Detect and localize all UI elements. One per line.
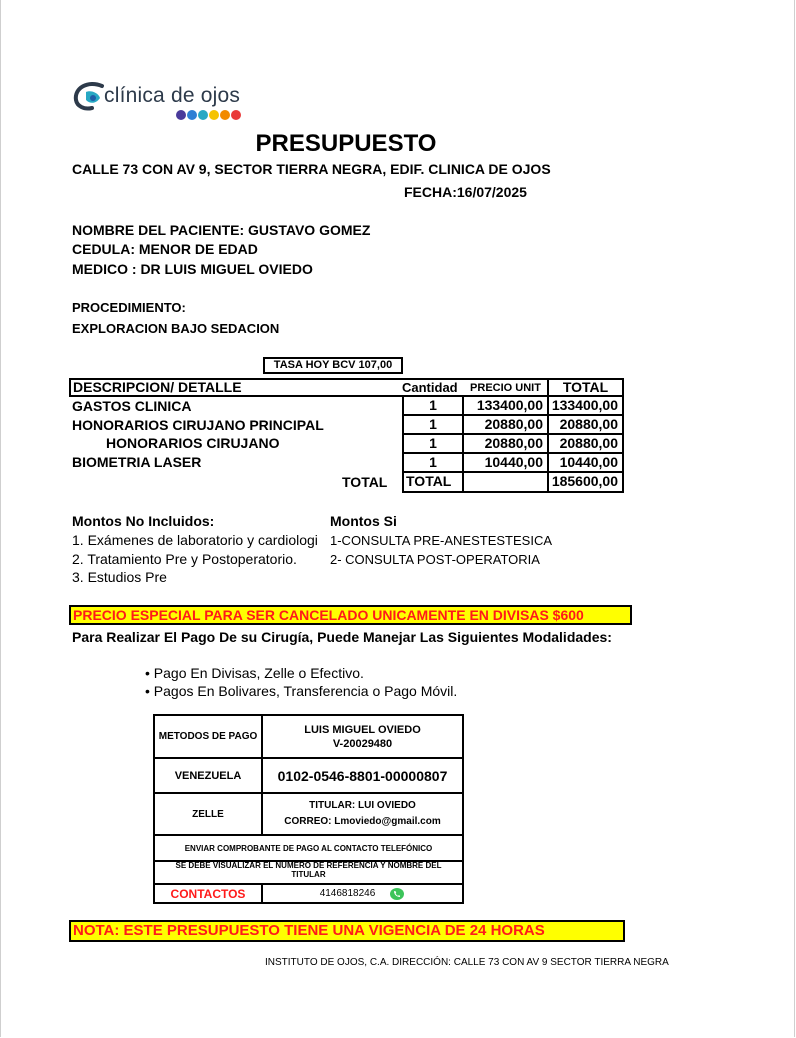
- reference-note: SE DEBE VISUALIZAR EL NUMERO DE REFERENCIA Y NOMBRE DEL TITULAR: [175, 861, 442, 879]
- send-receipt-cell: [153, 834, 464, 862]
- procedure-value: EXPLORACION BAJO SEDACION: [72, 321, 280, 336]
- total-label: TOTAL: [342, 474, 388, 490]
- row-qty: 1: [402, 416, 464, 435]
- row-qty: 1: [402, 454, 464, 473]
- zelle-email[interactable]: CORREO: Lmoviedo@gmail.com: [284, 816, 441, 827]
- logo-dot: [220, 110, 230, 120]
- contact-phone-cell: [261, 883, 464, 904]
- row-qty: 1: [402, 435, 464, 454]
- row-biometria-description: BIOMETRIA LASER: [72, 454, 202, 470]
- venezuela-label-cell: [153, 757, 263, 794]
- document-date: FECHA:16/07/2025: [404, 184, 527, 200]
- zelle-titular: TITULAR: LUI OVIEDO: [309, 800, 416, 811]
- bank-account-cell: [261, 757, 464, 794]
- payment-option-item: • Pago En Divisas, Zelle o Efectivo.: [145, 665, 364, 681]
- payment-methods-table: [153, 714, 464, 904]
- payment-option-item: • Pagos En Bolivares, Transferencia o Pago Móvil.: [145, 683, 458, 699]
- clinic-address: CALLE 73 CON AV 9, SECTOR TIERRA NEGRA, EDIF. CLINICA DE OJOS: [72, 161, 551, 177]
- logo-text: clínica de ojos: [104, 84, 241, 107]
- logo-dot: [176, 110, 186, 120]
- montos-si-item: 2- CONSULTA POST-OPERATORIA: [330, 552, 540, 567]
- footer-address: INSTITUTO DE OJOS, C.A. DIRECCIÓN: CALLE 73 CON AV 9 SECTOR TIERRA NEGRA: [265, 957, 669, 968]
- account-holder-cell: [261, 714, 464, 759]
- row-unit-price: 20880,00: [464, 416, 547, 435]
- header-description: DESCRIPCION/ DETALLE: [69, 378, 402, 397]
- row-unit-price: 20880,00: [464, 435, 547, 454]
- exchange-rate-box: TASA HOY BCV 107,00: [263, 357, 403, 374]
- document-title: PRESUPUESTO: [255, 130, 437, 157]
- contacts-label-cell: [153, 883, 263, 904]
- procedure-label: PROCEDIMIENTO:: [72, 300, 186, 315]
- zelle-label-cell: [153, 792, 263, 836]
- logo-dots: [176, 110, 241, 120]
- payment-intro: Para Realizar El Pago De su Cirugía, Puede Manejar Las Siguientes Modalidades:: [72, 629, 612, 645]
- montos-no-item: 2. Tratamiento Pre y Postoperatorio.: [72, 551, 297, 567]
- row-total: 10440,00: [547, 454, 624, 473]
- validity-notice: NOTA: ESTE PRESUPUESTO TIENE UNA VIGENCIA DE 24 HORAS: [69, 920, 625, 942]
- montos-no-item: 1. Exámenes de laboratorio y cardiologi: [72, 532, 318, 548]
- whatsapp-icon[interactable]: [389, 887, 405, 901]
- header-quantity: Cantidad: [402, 378, 464, 397]
- row-gastos-description: GASTOS CLINICA: [72, 398, 192, 414]
- header-unit-price: PRECIO UNIT: [464, 378, 547, 397]
- row-cirujano-principal-description: HONORARIOS CIRUJANO PRINCIPAL: [72, 417, 324, 433]
- contacts-label: CONTACTOS: [170, 886, 246, 901]
- montos-no-title: Montos No Incluidos:: [72, 513, 215, 529]
- patient-cedula: CEDULA: MENOR DE EDAD: [72, 241, 258, 257]
- zelle-info-cell: [261, 792, 464, 836]
- logo-dot: [187, 110, 197, 120]
- contact-phone[interactable]: 4146818246: [319, 888, 376, 899]
- send-receipt-note: ENVIAR COMPROBANTE DE PAGO AL CONTACTO TELEFÓNICO: [184, 843, 433, 853]
- montos-no-item: 3. Estudios Pre: [72, 569, 167, 585]
- account-holder-id: V-20029480: [332, 737, 393, 750]
- row-unit-price: 10440,00: [464, 454, 547, 473]
- montos-si-item: 1-CONSULTA PRE-ANESTESTESICA: [330, 533, 553, 548]
- bank-account-number[interactable]: 0102-0546-8801-00000807: [277, 767, 448, 784]
- total-box-label: TOTAL: [402, 473, 464, 493]
- payment-methods-label: [153, 714, 263, 759]
- logo-dot: [209, 110, 219, 120]
- logo-dot: [231, 110, 241, 120]
- row-qty: 1: [402, 397, 464, 416]
- row-cirujano-description: HONORARIOS CIRUJANO: [106, 435, 280, 451]
- total-empty-cell: [464, 473, 547, 493]
- patient-doctor: MEDICO : DR LUIS MIGUEL OVIEDO: [72, 261, 313, 277]
- row-unit-price: 133400,00: [464, 397, 547, 416]
- venezuela-label: VENEZUELA: [174, 769, 242, 782]
- row-total: 20880,00: [547, 416, 624, 435]
- eye-logo-icon: [72, 80, 106, 112]
- special-price-banner: PRECIO ESPECIAL PARA SER CANCELADO UNICAMENTE EN DIVISAS $600: [69, 605, 632, 625]
- row-total: 20880,00: [547, 435, 624, 454]
- payment-methods-label-text: METODOS DE PAGO: [158, 731, 258, 742]
- patient-name: NOMBRE DEL PACIENTE: GUSTAVO GOMEZ: [72, 222, 371, 238]
- montos-si-title: Montos Si: [330, 513, 397, 529]
- total-value: 185600,00: [547, 473, 624, 493]
- zelle-label: ZELLE: [192, 808, 224, 820]
- row-total: 133400,00: [547, 397, 624, 416]
- header-total: TOTAL: [547, 378, 624, 397]
- account-holder-name: LUIS MIGUEL OVIEDO: [304, 723, 421, 736]
- logo-dot: [198, 110, 208, 120]
- reference-note-cell: [153, 860, 464, 884]
